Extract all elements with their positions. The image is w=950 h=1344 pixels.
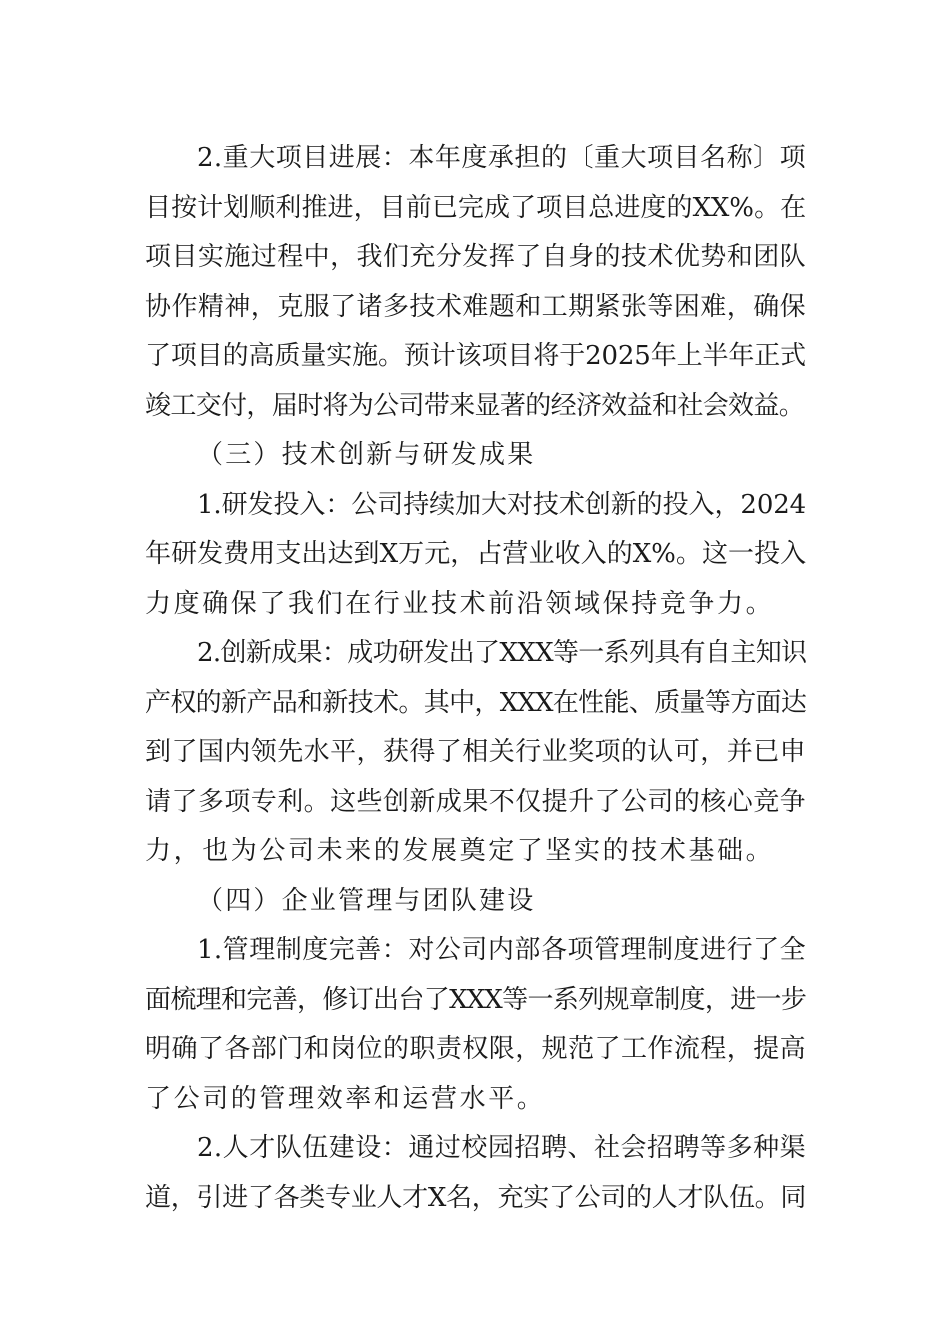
text-line: 力，也为公司未来的发展奠定了坚实的技术基础。 — [145, 836, 775, 866]
text-line: 面梳理和完善，修订出台了XXX等一系列规章制度，进一步 — [145, 984, 806, 1015]
paragraph-management-system — [145, 926, 806, 1124]
text-line: 协作精神，克服了诸多技术难题和工期紧张等困难，确保 — [145, 291, 806, 322]
section-heading-tech-innovation — [145, 431, 806, 481]
paragraph-talent-building — [145, 1124, 806, 1223]
text-line: 力度确保了我们在行业技术前沿领域保持竞争力。 — [145, 588, 775, 619]
text-line: 目按计划顺利推进，目前已完成了项目总进度的XX%。在 — [145, 192, 806, 223]
text-line: 2.重大项目进展：本年度承担的〔重大项目名称〕项 — [197, 143, 806, 173]
text-line: 明确了各部门和岗位的职责权限，规范了工作流程，提高 — [145, 1034, 806, 1064]
text-line: 道，引进了各类专业人才X名，充实了公司的人才队伍。同 — [145, 1182, 806, 1213]
text-line: 了项目的高质量实施。预计该项目将于2025年上半年正式 — [145, 341, 806, 371]
text-line: 1.研发投入：公司持续加大对技术创新的投入，2024 — [197, 489, 806, 520]
heading-text: （三）技术创新与研发成果 — [197, 440, 536, 470]
text-line: 了公司的管理效率和运营水平。 — [145, 1083, 546, 1114]
text-line: 到了国内领先水平，获得了相关行业奖项的认可，并已申 — [145, 737, 806, 767]
text-line: 产权的新产品和新技术。其中，XXX在性能、质量等方面达 — [145, 687, 806, 718]
text-line: 1.管理制度完善：对公司内部各项管理制度进行了全 — [197, 935, 806, 965]
paragraph-major-project-progress — [145, 134, 806, 431]
text-line: 2.创新成果：成功研发出了XXX等一系列具有自主知识 — [197, 638, 807, 668]
document-page — [145, 134, 806, 1223]
paragraph-rd-investment — [145, 481, 806, 630]
text-line: 2.人才队伍建设：通过校园招聘、社会招聘等多种渠 — [197, 1133, 806, 1163]
text-line: 竣工交付，届时将为公司带来显著的经济效益和社会效益。 — [145, 390, 805, 421]
text-line: 请了多项专利。这些创新成果不仅提升了公司的核心竞争 — [145, 786, 806, 817]
text-line: 年研发费用支出达到X万元，占营业收入的X%。这一投入 — [145, 539, 806, 569]
paragraph-innovation-results — [145, 629, 806, 877]
text-line: 项目实施过程中，我们充分发挥了自身的技术优势和团队 — [145, 242, 806, 272]
heading-text: （四）企业管理与团队建设 — [197, 885, 536, 916]
section-heading-management-team — [145, 877, 806, 927]
